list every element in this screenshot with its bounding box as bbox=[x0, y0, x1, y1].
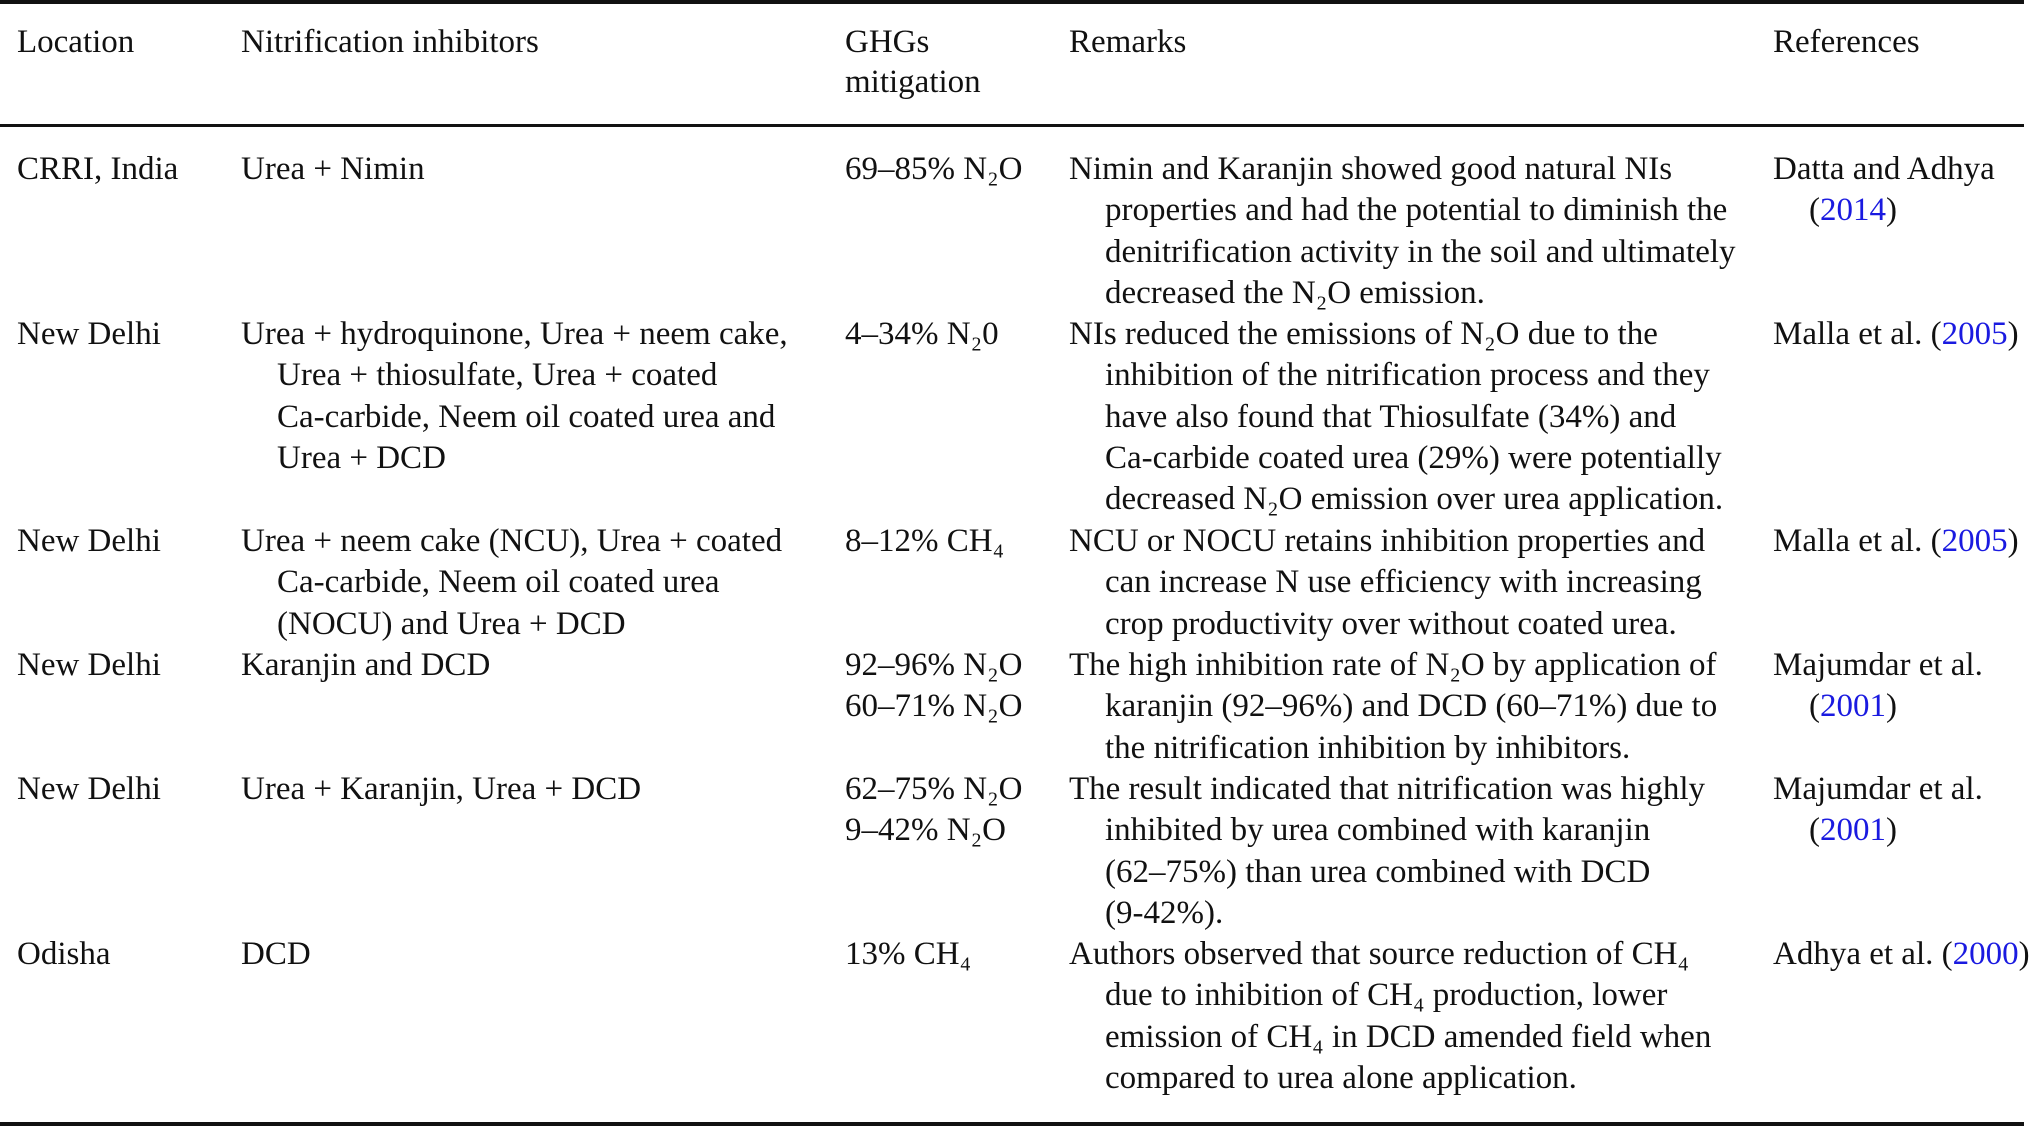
inhibitors-line: Urea + neem cake (NCU), Urea + coated bbox=[241, 523, 783, 559]
reference-year-link[interactable]: 2001 bbox=[1820, 812, 1886, 849]
remarks-line: (62–75%) than urea combined with DCD bbox=[1105, 853, 1651, 890]
inhibitors-cell bbox=[241, 934, 311, 975]
inhibitors-cell bbox=[241, 769, 641, 810]
ghg-line: 9–42% N₂O bbox=[845, 812, 1006, 849]
remarks-line: denitrification activity in the soil and ultimately bbox=[1105, 233, 1736, 270]
header-references: References bbox=[1773, 24, 1920, 60]
location-text: Odisha bbox=[17, 936, 111, 972]
location-text: New Delhi bbox=[17, 523, 161, 559]
remarks-line: The high inhibition rate of N₂O by application of bbox=[1069, 647, 1717, 683]
remarks-line: karanjin (92–96%) and DCD (60–71%) due to bbox=[1105, 688, 1718, 725]
reference-author: Majumdar et al. bbox=[1773, 771, 1983, 807]
reference-cell: Majumdar et al. (2001) bbox=[1773, 771, 1983, 849]
location-cell bbox=[17, 934, 111, 975]
ghg-line: 13% CH₄ bbox=[845, 936, 972, 972]
remarks-cell bbox=[1069, 521, 1705, 645]
reference-year-link[interactable]: 2014 bbox=[1820, 192, 1886, 229]
reference-author: Malla et al. bbox=[1773, 316, 1923, 352]
reference-author: Adhya et al. bbox=[1773, 936, 1934, 972]
remarks-line: emission of CH₄ in DCD amended field when bbox=[1105, 1018, 1712, 1055]
reference-cell: Majumdar et al. (2001) bbox=[1773, 647, 1983, 725]
remarks-line: crop productivity over without coated urea. bbox=[1105, 605, 1677, 642]
location-text: New Delhi bbox=[17, 316, 161, 352]
inhibitors-line: Urea + Karanjin, Urea + DCD bbox=[241, 771, 642, 807]
reference-author: Datta and Adhya bbox=[1773, 151, 1995, 187]
reference-cell: Adhya et al. (2000) bbox=[1773, 936, 2030, 972]
inhibitors-cell bbox=[241, 645, 490, 686]
location-cell bbox=[17, 769, 161, 810]
remarks-cell bbox=[1069, 934, 1711, 1099]
reference-year-link[interactable]: 2005 bbox=[1941, 316, 2008, 352]
remarks-line: Ca-carbide coated urea (29%) were potentially bbox=[1105, 439, 1722, 476]
inhibitors-line: DCD bbox=[241, 936, 311, 972]
ghg-cell bbox=[845, 521, 1004, 562]
inhibitors-line: Urea + hydroquinone, Urea + neem cake, bbox=[241, 316, 788, 352]
inhibitors-line: Ca-carbide, Neem oil coated urea and bbox=[277, 398, 776, 435]
ghg-line: 60–71% N₂O bbox=[845, 688, 1023, 725]
ghg-cell bbox=[845, 314, 999, 355]
remarks-cell bbox=[1069, 149, 1736, 314]
location-text: CRRI, India bbox=[17, 151, 179, 187]
header-inhibitors: Nitrification inhibitors bbox=[241, 24, 539, 60]
location-text: New Delhi bbox=[17, 647, 161, 683]
remarks-cell bbox=[1069, 314, 1723, 520]
ghg-line: 69–85% N₂O bbox=[845, 151, 1023, 187]
remarks-line: can increase N use efficiency with increasing bbox=[1105, 564, 1702, 601]
reference-author: Malla et al. bbox=[1773, 523, 1923, 559]
inhibitors-line: Urea + thiosulfate, Urea + coated bbox=[277, 357, 718, 394]
inhibitors-cell bbox=[241, 149, 425, 190]
remarks-line: inhibition of the nitrification process and they bbox=[1105, 357, 1710, 394]
ghg-line: 92–96% N₂O bbox=[845, 647, 1023, 683]
ghg-line: 8–12% CH₄ bbox=[845, 523, 1005, 559]
location-cell bbox=[17, 645, 161, 686]
inhibitors-cell bbox=[241, 314, 788, 479]
location-cell bbox=[17, 149, 178, 190]
remarks-line: The result indicated that nitrification was highly bbox=[1069, 771, 1705, 807]
ghg-line: 4–34% N₂0 bbox=[845, 316, 999, 352]
inhibitors-line: (NOCU) and Urea + DCD bbox=[277, 605, 626, 642]
remarks-line: properties and had the potential to diminish the bbox=[1105, 192, 1728, 229]
ghg-cell bbox=[845, 934, 971, 975]
header-ghg-line: mitigation bbox=[845, 64, 981, 101]
location-text: New Delhi bbox=[17, 771, 161, 807]
inhibitors-line: Urea + Nimin bbox=[241, 151, 425, 187]
reference-cell: Datta and Adhya (2014) bbox=[1773, 151, 1995, 229]
reference-cell: Malla et al. (2005) bbox=[1773, 316, 2019, 352]
header-location: Location bbox=[17, 24, 135, 60]
remarks-cell bbox=[1069, 645, 1717, 769]
remarks-line: decreased N₂O emission over urea application. bbox=[1105, 481, 1724, 518]
location-cell bbox=[17, 521, 161, 562]
location-cell bbox=[17, 314, 161, 355]
reference-year-link[interactable]: 2000 bbox=[1952, 936, 2019, 972]
reference-author: Majumdar et al. bbox=[1773, 647, 1983, 683]
remarks-line: due to inhibition of CH₄ production, lower bbox=[1105, 977, 1668, 1014]
inhibitors-line: Ca-carbide, Neem oil coated urea bbox=[277, 564, 720, 601]
remarks-cell bbox=[1069, 769, 1705, 934]
reference-year-link[interactable]: 2001 bbox=[1820, 688, 1886, 725]
header-ghg bbox=[845, 22, 981, 104]
reference-cell: Malla et al. (2005) bbox=[1773, 523, 2019, 559]
remarks-line: inhibited by urea combined with karanjin bbox=[1105, 812, 1651, 849]
header-remarks: Remarks bbox=[1069, 24, 1187, 60]
ghg-cell bbox=[845, 645, 1022, 728]
bottom-rule bbox=[0, 1122, 2024, 1126]
inhibitors-line: Karanjin and DCD bbox=[241, 647, 491, 683]
remarks-line: Authors observed that source reduction of CH₄ bbox=[1069, 936, 1690, 972]
remarks-line: NIs reduced the emissions of N₂O due to the bbox=[1069, 316, 1658, 352]
header-rule bbox=[0, 124, 2024, 127]
ghg-cell bbox=[845, 769, 1022, 852]
reference-year-link[interactable]: 2005 bbox=[1941, 523, 2008, 559]
header-ghg-line: GHGs bbox=[845, 24, 930, 60]
ghg-line: 62–75% N₂O bbox=[845, 771, 1023, 807]
remarks-line: compared to urea alone application. bbox=[1105, 1059, 1577, 1096]
remarks-line: NCU or NOCU retains inhibition properties and bbox=[1069, 523, 1706, 559]
remarks-line: have also found that Thiosulfate (34%) and bbox=[1105, 398, 1677, 435]
remarks-line: (9-42%). bbox=[1105, 894, 1224, 931]
top-rule bbox=[0, 0, 2024, 4]
inhibitors-cell bbox=[241, 521, 782, 645]
remarks-line: decreased the N₂O emission. bbox=[1105, 274, 1485, 311]
remarks-line: Nimin and Karanjin showed good natural NIs bbox=[1069, 151, 1673, 187]
remarks-line: the nitrification inhibition by inhibitors. bbox=[1105, 729, 1631, 766]
ghg-cell bbox=[845, 149, 1022, 190]
inhibitors-line: Urea + DCD bbox=[277, 439, 446, 476]
